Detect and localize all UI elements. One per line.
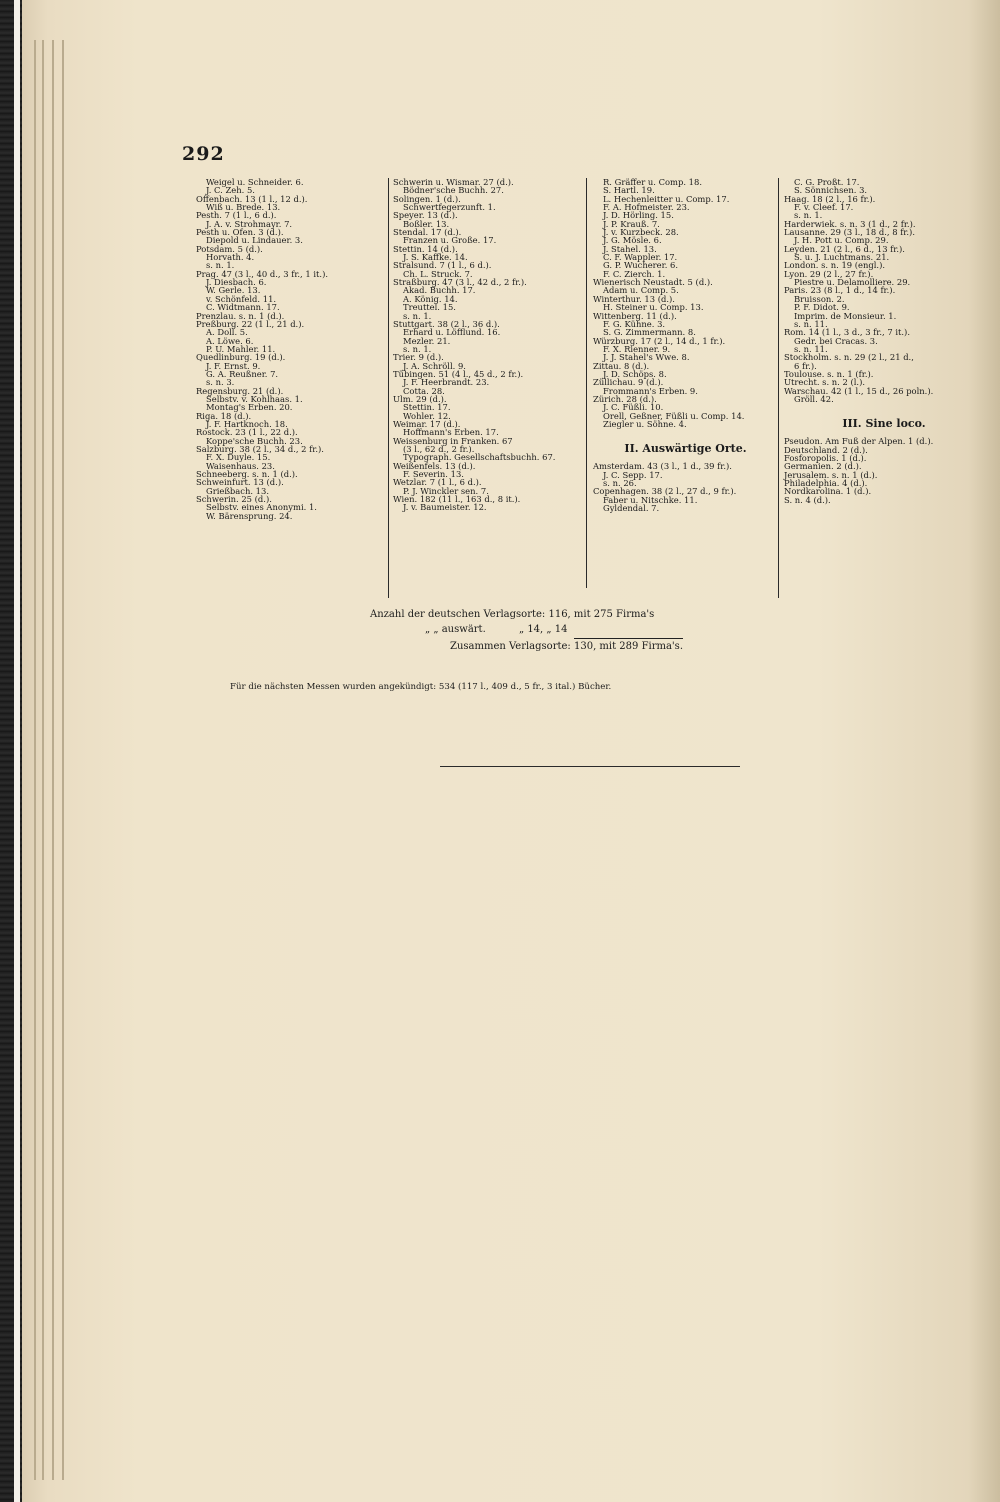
city-entry: Stockholm. s. n. 29 (2 l., 21 d., xyxy=(784,352,914,363)
summary-value: 116, mit 275 Firma's xyxy=(548,609,655,620)
publisher-entry: A. König. 14. xyxy=(403,293,458,304)
city-entry: Salzburg. 38 (2 l., 34 d., 2 fr.). xyxy=(196,444,324,454)
city-entry: Warschau. 42 (1 l., 15 d., 26 poln.). xyxy=(784,385,934,396)
publisher-entry: Mezler. 21. xyxy=(403,335,451,346)
publisher-entry: 6 fr.). xyxy=(794,360,817,371)
publisher-entry: J. C. Sepp. 17. xyxy=(603,469,663,480)
section-heading-3: III. Sine loco. xyxy=(842,417,926,431)
publisher-entry: J. J. Stahel's Wwe. 8. xyxy=(603,352,690,363)
city-entry: Zürich. 28 (d.). xyxy=(593,393,657,404)
city-entry: Paris. 23 (8 l., 1 d., 14 fr.). xyxy=(784,285,896,296)
publisher-entry: Horvath. 4. xyxy=(206,252,255,263)
binding-strip xyxy=(14,0,20,1502)
summary-row-total xyxy=(370,637,683,654)
column-4-list xyxy=(784,178,984,403)
city-entry: Tübingen. 51 (4 l., 45 d., 2 fr.). xyxy=(393,368,524,379)
city-entry: Haag. 18 (2 l., 16 fr.). xyxy=(784,193,876,204)
summary-label: „ „ auswärt. xyxy=(425,624,486,635)
publisher-entry: J. D. Hörling. 15. xyxy=(603,210,674,221)
city-entry: Utrecht. s. n. 2 (l.). xyxy=(784,377,866,388)
city-entry: Stuttgart. 38 (2 l., 36 d.). xyxy=(393,318,500,329)
publisher-entry: Selbstv. v. Kohlhaas. 1. xyxy=(206,393,303,404)
city-entry: Prag. 47 (3 l., 40 d., 3 fr., 1 it.). xyxy=(196,268,329,279)
publisher-entry: s. n. 11. xyxy=(794,343,828,354)
column-1 xyxy=(196,178,386,520)
publisher-entry: G. P. Wucherer. 6. xyxy=(603,260,679,271)
publisher-entry: s. n. 26. xyxy=(603,478,637,488)
city-entry: Germanien. 2 (d.). xyxy=(784,461,862,472)
city-entry: Leyden. 21 (2 l., 6 d., 13 fr.). xyxy=(784,243,905,254)
city-entry: Speyer. 13 (d.). xyxy=(393,210,458,221)
city-entry: Schwerin. 25 (d.). xyxy=(196,494,272,505)
publisher-entry: J. F. Ernst. 9. xyxy=(206,360,261,371)
city-entry: Weissenburg in Franken. 67 xyxy=(393,435,513,446)
publisher-entry: C. F. Wappler. 17. xyxy=(603,252,678,263)
publisher-entry: F. X. Duyle. 15. xyxy=(206,452,271,463)
section-3-list xyxy=(784,437,984,504)
publisher-entry: F. A. Hofmeister. 23. xyxy=(603,202,690,213)
publisher-entry: Stettin. 17. xyxy=(403,402,451,413)
publisher-entry: Faber u. Nitschke. 11. xyxy=(603,494,698,505)
section-heading-2: II. Auswärtige Orte. xyxy=(624,442,747,456)
publisher-entry: H. Steiner u. Comp. 13. xyxy=(603,302,704,313)
publisher-entry: s. n. 1. xyxy=(403,310,432,321)
section-2-list xyxy=(593,462,778,512)
publisher-entry: Waisenhaus. 23. xyxy=(206,460,275,471)
city-entry: Straßburg. 47 (3 l., 42 d., 2 fr.). xyxy=(393,277,527,288)
publisher-entry: W. Gerle. 13. xyxy=(206,285,261,296)
publisher-entry: A. Löwe. 6. xyxy=(206,335,254,346)
page-edge xyxy=(62,40,64,1480)
publisher-entry: Bruisson. 2. xyxy=(794,293,845,304)
city-entry: Wittenberg. 11 (d.). xyxy=(593,310,677,321)
publisher-entry: (3 l., 62 d., 2 fr.). xyxy=(403,444,475,454)
publisher-entry: Grießbach. 13. xyxy=(206,485,270,496)
publisher-entry: C. G. Proßt. 17. xyxy=(794,177,860,187)
city-entry: Prenzlau. s. n. 1 (d.). xyxy=(196,310,285,321)
city-entry: Pesth u. Ofen. 3 (d.). xyxy=(196,227,284,238)
city-entry: Toulouse. s. n. 1 (fr.). xyxy=(784,368,874,379)
publisher-entry: A. Doll. 5. xyxy=(206,327,248,338)
publisher-entry: Orell, Geßner, Füßli u. Comp. 14. xyxy=(603,410,745,421)
city-entry: Jerusalem. s. n. 1 (d.). xyxy=(784,469,878,480)
city-entry: Stettin. 14 (d.). xyxy=(393,243,458,254)
publisher-entry: s. n. 1. xyxy=(403,343,432,354)
publisher-entry: Piestre u. Delamolliere. 29. xyxy=(794,277,911,288)
city-entry: London. s. n. 19 (engl.). xyxy=(784,260,886,271)
city-entry: Züllichau. 9 (d.). xyxy=(593,377,664,388)
publisher-entry: P. J. Winckler sen. 7. xyxy=(403,485,489,496)
publisher-entry: Boßler. 13. xyxy=(403,218,450,229)
publisher-entry: W. Bärensprung. 24. xyxy=(206,510,293,521)
publisher-entry: Erhard u. Löfflund. 16. xyxy=(403,327,501,338)
publisher-entry: Selbstv. eines Anonymi. 1. xyxy=(206,502,317,513)
publisher-entry: S. Sönnichsen. 3. xyxy=(794,185,868,196)
publisher-entry: J. F. Heerbrandt. 23. xyxy=(403,377,490,388)
footnote: Für die nächsten Messen wurden angekündigt: 534 (117 l., 409 d., 5 fr., 3 ital.) Bücher. xyxy=(230,682,612,692)
publisher-entry: J. D. Schöps. 8. xyxy=(603,368,667,379)
publisher-entry: J. C. Füßli. 10. xyxy=(603,402,664,413)
publisher-entry: Akad. Buchh. 17. xyxy=(403,285,476,296)
publisher-entry: Franzen u. Große. 17. xyxy=(403,235,497,246)
city-entry: Nordkarolina. 1 (d.). xyxy=(784,486,872,497)
publisher-entry: Weigel u. Schneider. 6. xyxy=(206,177,304,187)
publisher-entry: Gyldendal. 7. xyxy=(603,503,660,514)
publisher-entry: v. Schönfeld. 11. xyxy=(206,293,277,304)
publisher-entry: s. n. 1. xyxy=(794,210,823,221)
city-entry: Riga. 18 (d.). xyxy=(196,410,252,421)
publisher-entry: J. F. Hartknoch. 18. xyxy=(206,418,288,429)
city-entry: Harderwiek. s. n. 3 (1 d., 2 fr.). xyxy=(784,218,916,229)
city-entry: Zittau. 8 (d.). xyxy=(593,360,650,371)
city-entry: Winterthur. 13 (d.). xyxy=(593,293,675,304)
publisher-entry: P. F. Didot. 9. xyxy=(794,302,850,313)
page-edge xyxy=(52,40,54,1480)
city-entry: Rostock. 23 (1 l., 22 d.). xyxy=(196,427,298,438)
publisher-entry: Wohler. 12. xyxy=(403,410,451,421)
page-edge xyxy=(34,40,36,1480)
publisher-entry: L. Hechenleitter u. Comp. 17. xyxy=(603,193,730,204)
city-entry: Quedlinburg. 19 (d.). xyxy=(196,352,286,363)
publisher-entry: J. S. Kaffke. 14. xyxy=(403,252,468,263)
publisher-entry: S. u. J. Luchtmans. 21. xyxy=(794,252,890,263)
publisher-entry: Hoffmann's Erben. 17. xyxy=(403,427,499,438)
column-2 xyxy=(393,178,588,512)
city-entry: Regensburg. 21 (d.). xyxy=(196,385,284,396)
publisher-entry: Cotta. 28. xyxy=(403,385,445,396)
publisher-entry: F. Severin. 13. xyxy=(403,469,464,480)
city-entry: Schwerin u. Wismar. 27 (d.). xyxy=(393,177,514,187)
publisher-entry: Imprim. de Monsieur. 1. xyxy=(794,310,897,321)
city-entry: Lausanne. 29 (3 l., 18 d., 8 fr.). xyxy=(784,227,915,238)
city-entry: Rom. 14 (1 l., 3 d., 3 fr., 7 it.). xyxy=(784,327,910,338)
publisher-entry: Typograph. Gesellschaftsbuchh. 67. xyxy=(403,452,556,463)
publisher-entry: J. H. Pott u. Comp. 29. xyxy=(794,235,889,246)
publisher-entry: F. C. Zierch. 1. xyxy=(603,268,666,279)
publisher-entry: s. n. 3. xyxy=(206,377,235,388)
publisher-entry: Gedr. bei Cracas. 3. xyxy=(794,335,878,346)
publisher-entry: F. G. Kühne. 3. xyxy=(603,318,666,329)
publisher-entry: J. A. v. Strohmayr. 7. xyxy=(206,218,293,229)
city-entry: Schweinfurt. 13 (d.). xyxy=(196,477,284,488)
publisher-entry: S. Hartl. 19. xyxy=(603,185,655,196)
summary-block xyxy=(370,607,683,654)
publisher-entry: s. n. 11. xyxy=(794,318,828,329)
publisher-entry: F. X. Rienner. 9. xyxy=(603,343,671,354)
publisher-entry: Montag's Erben. 20. xyxy=(206,402,293,413)
city-entry: Schneeberg. s. n. 1 (d.). xyxy=(196,469,298,480)
column-3 xyxy=(593,178,778,512)
column-3-list xyxy=(593,178,778,428)
column-divider xyxy=(388,178,389,598)
publisher-entry: J. Diesbach. 6. xyxy=(206,277,267,288)
publisher-entry: Diepold u. Lindauer. 3. xyxy=(206,235,303,246)
city-entry: Copenhagen. 38 (2 l., 27 d., 9 fr.). xyxy=(593,486,737,497)
city-entry: Trier. 9 (d.). xyxy=(393,352,444,363)
summary-row-foreign xyxy=(370,622,683,637)
publisher-entry: Frommann's Erben. 9. xyxy=(603,385,698,396)
publisher-entry: Wiß u. Brede. 13. xyxy=(206,202,281,213)
city-entry: Pesth. 7 (1 l., 6 d.). xyxy=(196,210,277,221)
publisher-entry: R. Gräffer u. Comp. 18. xyxy=(603,177,703,187)
publisher-entry: Ch. L. Struck. 7. xyxy=(403,268,473,279)
column-divider xyxy=(586,178,587,588)
publisher-entry: J. Stahel. 13. xyxy=(603,243,657,254)
publisher-entry: Koppe'sche Buchh. 23. xyxy=(206,435,303,446)
publisher-entry: J. v. Baumeister. 12. xyxy=(403,502,487,513)
city-entry: Stendal. 17 (d.). xyxy=(393,227,462,238)
city-entry: Würzburg. 17 (2 l., 14 d., 1 fr.). xyxy=(593,335,726,346)
city-entry: S. n. 4 (d.). xyxy=(784,494,831,505)
publisher-entry: s. n. 1. xyxy=(206,260,235,271)
page-number: 292 xyxy=(182,143,225,165)
summary-label: Zusammen Verlagsorte: xyxy=(450,641,571,652)
publisher-entry: C. Widtmann. 17. xyxy=(206,302,280,313)
city-entry: Wien. 182 (11 l., 163 d., 8 it.). xyxy=(393,494,521,505)
publisher-entry: G. A. Reußner. 7. xyxy=(206,368,279,379)
summary-label: Anzahl der deutschen Verlagsorte: xyxy=(370,609,546,620)
horizontal-rule xyxy=(440,766,740,767)
city-entry: Stralsund. 7 (1 l., 6 d.). xyxy=(393,260,492,271)
city-entry: Weißenfels. 13 (d.). xyxy=(393,460,476,471)
publisher-entry: J. A. Schröll. 9. xyxy=(403,360,466,371)
publisher-entry: Treuttel. 15. xyxy=(403,302,456,313)
publisher-entry: Bödner'sche Buchh. 27. xyxy=(403,185,504,196)
publisher-entry: J. C. Zeh. 5. xyxy=(206,185,255,196)
city-entry: Fosforopolis. 1 (d.). xyxy=(784,452,867,463)
city-entry: Preßburg. 22 (1 l., 21 d.). xyxy=(196,318,305,329)
city-entry: Wetzlar. 7 (1 l., 6 d.). xyxy=(393,477,482,488)
page-edge xyxy=(42,40,44,1480)
publisher-entry: S. G. Zimmermann. 8. xyxy=(603,327,696,338)
city-entry: Ulm. 29 (d.). xyxy=(393,393,447,404)
publisher-entry: Gröll. 42. xyxy=(794,393,834,404)
publisher-entry: P. U. Mahler. 11. xyxy=(206,343,276,354)
publisher-entry: F. v. Cleef. 17. xyxy=(794,202,854,213)
column-divider xyxy=(778,178,779,598)
publisher-entry: J. P. Krauß. 7. xyxy=(603,218,660,229)
column-4 xyxy=(784,178,984,504)
city-entry: Lyon. 29 (2 l., 27 fr.). xyxy=(784,268,874,279)
publisher-entry: Schwertfegerzunft. 1. xyxy=(403,202,496,213)
city-entry: Philadelphia. 4 (d.). xyxy=(784,478,868,488)
publisher-entry: J. G. Mösle. 6. xyxy=(603,235,662,246)
city-entry: Pseudon. Am Fuß der Alpen. 1 (d.). xyxy=(784,436,934,447)
city-entry: Wienerisch Neustadt. 5 (d.). xyxy=(593,277,713,288)
publisher-entry: J. v. Kurzbeck. 28. xyxy=(603,227,679,238)
city-entry: Deutschland. 2 (d.). xyxy=(784,444,868,455)
city-entry: Weimar. 17 (d.). xyxy=(393,418,461,429)
city-entry: Potsdam. 5 (d.). xyxy=(196,243,263,254)
publisher-entry: Adam u. Comp. 5. xyxy=(603,285,679,296)
summary-value: 130, mit 289 Firma's. xyxy=(574,638,683,654)
summary-row-german xyxy=(370,607,683,622)
city-entry: Amsterdam. 43 (3 l., 1 d., 39 fr.). xyxy=(593,461,732,472)
publisher-entry: Ziegler u. Söhne. 4. xyxy=(603,418,687,429)
city-entry: Solingen. 1 (d.). xyxy=(393,193,461,204)
summary-value: „ 14, „ 14 xyxy=(518,624,568,635)
city-entry: Offenbach. 13 (1 l., 12 d.). xyxy=(196,193,308,204)
